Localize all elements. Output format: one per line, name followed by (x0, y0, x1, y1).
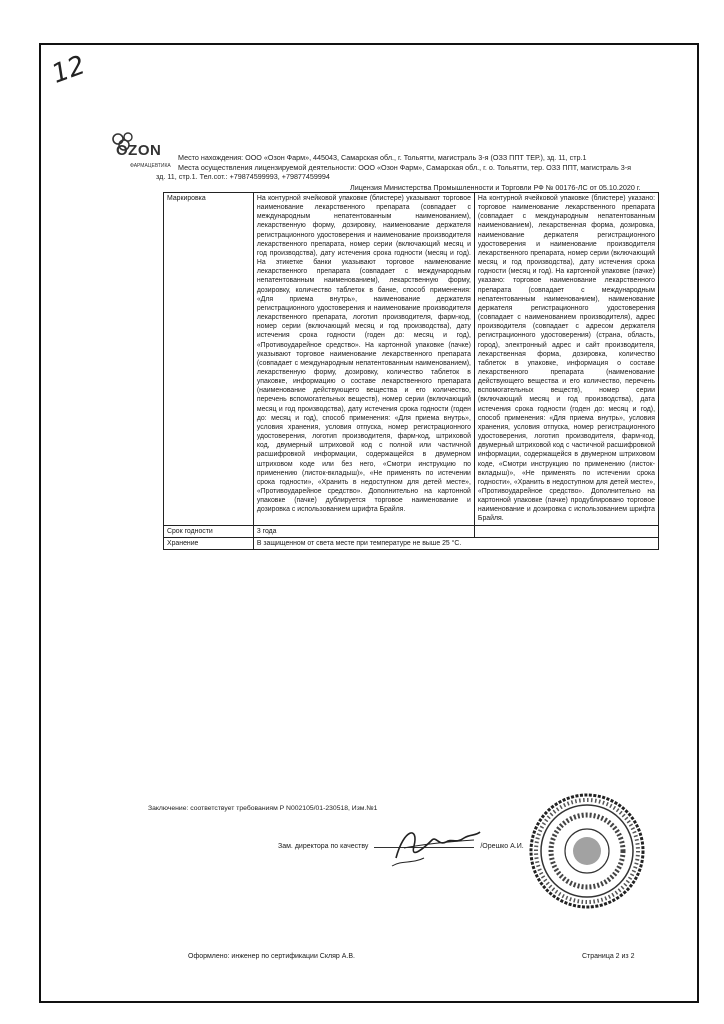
handwritten-page-number: 12 (47, 50, 90, 90)
signer-name: /Орешко А.И. (480, 843, 524, 850)
footer-prepared-by: Оформлено: инженер по сертификации Скляр А.В. (188, 953, 355, 960)
conclusion: Заключение: соответствует требованиям Р N002105/01-230518, Изм.№1 (148, 805, 378, 812)
header-license: Лицензия Министерства Промышленности и Торговли РФ № 00176-ЛС от 05.10.2020 г. (350, 183, 641, 192)
storage-value: В защищенном от света месте при температуре не выше 25 °С. (253, 537, 658, 549)
table-row-marking (164, 193, 659, 526)
footer-page-number: Страница 2 из 2 (582, 953, 635, 960)
table-row-shelf-life (164, 525, 659, 537)
marking-label: Маркировка (164, 193, 254, 526)
signer-position: Зам. директора по качеству (278, 843, 369, 850)
marking-result: На контурной ячейковой упаковке (блистере) указано: торговое наименование лекарственного препарата (совпадает с международным непатентованным наименованием), лекарственная форма, дозировка, наименование держателя регистрационного удостоверения и наименование производителя лекарственного препарата, номер серии (включающий месяц и год производства), дату истечения срока годности (месяц и год). На картонной упаковке (пачке) указано: торговое наименование лекарственного препарата (совпадает с международным непатентованным наименованием), наименование держателя регистрационного удостоверения (совпадает с наименованием производителя), адрес производителя (совпадает с адресом держателя регистрационного удостоверения) (страна, область, город), электронный адрес и сайт производителя, лекарственная форма, дозировка, количество таблеток в упаковке, информация о составе лекарственного препарата (наименование действующего вещества и его количество, перечень вспомогательных веществ), номер серии (включающий месяц и год производства), дата истечения срока годности (годен до: месяц и год), способ применения: «Для приема внутрь», условия хранения, условия отпуска, номер регистрационного удостоверения, логотип производителя, фарм-код, двумерный штриховой код с частичной расшифровкой информации, содержащейся в двумерном штриховом коде, «Смотри инструкцию по применению (листок-вкладыш)», «Не применять по истечении срока годности», «Хранить в недоступном для детей месте», «Противоударейное средство». Дополнительно на картонной упаковке (пачке) продублировано торговое наименование и дозировка с использованием шрифта Брайля. (474, 193, 658, 526)
storage-label: Хранение (164, 537, 254, 549)
logo-subtext: ФАРМАЦЕВТИКА (130, 163, 171, 169)
shelf-life-value: 3 года (253, 525, 474, 537)
table-row-storage (164, 537, 659, 549)
shelf-life-empty (474, 525, 658, 537)
handwritten-signature (384, 818, 484, 873)
logo-text: OZON (116, 142, 162, 159)
header-licensed-places: Места осуществления лицензируемой деятельности: ООО «Озон Фарм», Самарская обл., г. о. Тольятти, тер. ОЗЗ ППТ, магистраль 3-я (178, 163, 632, 172)
header-address: Место нахождения: ООО «Озон Фарм», 445043, Самарская обл., г. Тольятти, магистраль 3-я (ОЗЗ ППТ ТЕР.), зд. 11, стр.1 (178, 153, 587, 162)
header-phones: зд. 11, стр.1. Тел.сот.: +79874599993, +79877459994 (156, 172, 330, 181)
marking-requirement: На контурной ячейковой упаковке (блистере) указывают торговое наименование лекарственного препарата (совпадает с международным непатентованным наименованием), лекарственную форму, дозировку, наименование держателя регистрационного удостоверения и наименование производителя лекарственного препарата, номер серии (включающий месяц и год производства), дату истечения срока годности (месяц и год). На этикетке банки указывают торговое наименование лекарственного препарата (совпадает с международным непатентованным наименованием), лекарственную форму, дозировку, количество таблеток в банке, способ применения: «Для приема внутрь», наименование держателя регистрационного удостоверения и наименование производителя лекарственного препарата, логотип производителя, фарм-код, номер серии (включающий месяц и год производства), дату истечения срока годности (годен до: месяц и год), «Противоударейное средство». На картонной упаковке (пачке) указывают торговое наименование лекарственного препарата (совпадает с международным непатентованным наименованием), лекарственную форму, дозировку, количество таблеток в упаковке, информацию о составе лекарственного препарата (наименование действующего вещества и его количество, перечень вспомогательных веществ), номер серии (включающий месяц и год производства), дату истечения срока годности (годен до: месяц и год), способ применения: «Для приема внутрь», условия хранения, условия отпуска, номер регистрационного удостоверения, логотип производителя, фарм-код, штриховой код, двумерный штриховой код с полной или частичной расшифровкой информации, содержащейся в двумерном штриховом коде или без него, «Смотри инструкцию по применению (листок-вкладыш)», «Не применять по истечении срока годности», «Хранить в недоступном для детей месте», «Противоударейное средство». Дополнительно на картонной упаковке (пачке) дублируется торговое наименование и дозировка с использованием шрифта Брайля. (253, 193, 474, 526)
specification-table (163, 192, 659, 550)
company-seal (528, 792, 646, 910)
shelf-life-label: Срок годности (164, 525, 254, 537)
